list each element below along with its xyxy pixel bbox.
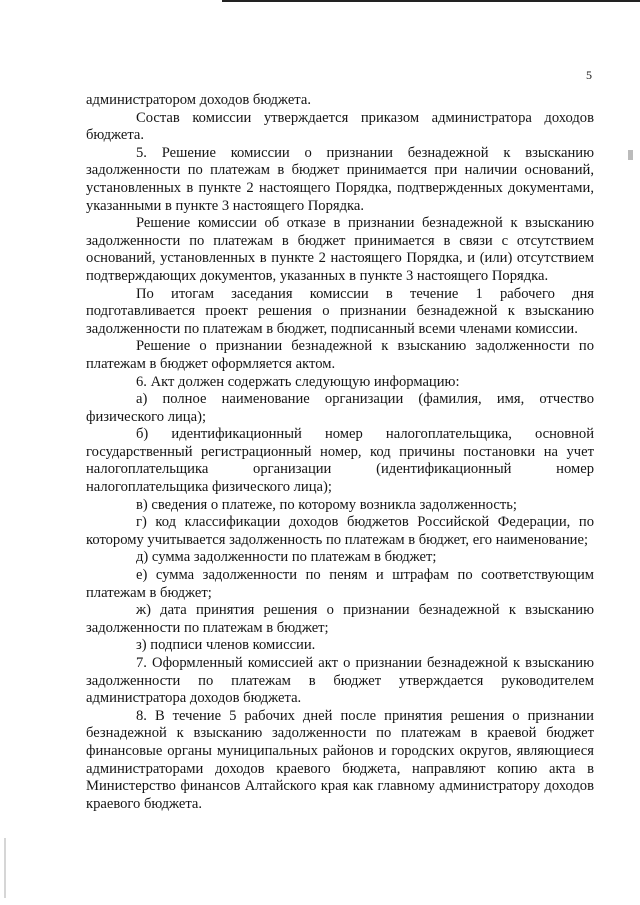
list-item-e: е) сумма задолженности по пеням и штрафам по соответствующим платежам в бюджет; xyxy=(86,567,594,601)
paragraph-item-7: 7. Оформленный комиссией акт о признании безнадежной к взысканию задолженности по платежам в бюджет утверждается руководителем администратора доходов бюджета. xyxy=(86,655,594,707)
list-item-d: д) сумма задолженности по платежам в бюджет; xyxy=(136,549,437,566)
document-body xyxy=(86,92,594,813)
list-item-b: б) идентификационный номер налогоплательщика, основной государственный регистрационный номер, код причины постановки на учет налогоплательщика организации (идентификационный номер налогоплательщика физического лица); xyxy=(86,426,594,496)
paragraph-item-6: 6. Акт должен содержать следующую информацию: xyxy=(136,373,460,390)
list-item-a: а) полное наименование организации (фамилия, имя, отчество физического лица); xyxy=(86,391,594,425)
paragraph-item-5: 5. Решение комиссии о признании безнадежной к взысканию задолженности по платежам в бюджет принимается при наличии оснований, установленных в пункте 2 настоящего Порядка, подтвержденных документами, указанными в пункте 3 настоящего Порядка. xyxy=(86,144,594,214)
scan-speck xyxy=(628,150,633,160)
paragraph-act-formalization: Решение о признании безнадежной к взысканию задолженности по платежам в бюджет оформляется актом. xyxy=(86,338,594,372)
paragraph-commission-composition: Состав комиссии утверждается приказом администратора доходов бюджета. xyxy=(86,109,594,144)
paragraph-refusal-decision: Решение комиссии об отказе в признании безнадежной к взысканию задолженности по платежам в бюджет принимается в связи с отсутствием оснований, установленных в пункте 2 настоящего Порядка, и (или) отсутствием подтверждающих документов, указанных в пункте 3 настоящего Порядка. xyxy=(86,215,594,284)
list-item-g: г) код классификации доходов бюджетов Российской Федерации, по которому учитывается задолженность по платежам в бюджет, его наименование; xyxy=(86,514,594,548)
top-border-line xyxy=(222,0,640,2)
list-item-v: в) сведения о платеже, по которому возникла задолженность; xyxy=(136,496,517,513)
paragraph-meeting-results: По итогам заседания комиссии в течение 1 рабочего дня подготавливается проект решения о признании безнадежной к взысканию задолженности по платежам в бюджет, подписанный всеми членами комиссии. xyxy=(86,285,594,337)
paragraph-continuation: администратором доходов бюджета. xyxy=(86,92,311,108)
paragraph-item-8: 8. В течение 5 рабочих дней после принятия решения о признании безнадежной к взысканию задолженности по платежам в краевой бюджет финансовые органы муниципальных районов и городских округов, являющиеся администраторами доходов краевого бюджета, направляют копию акта в Министерство финансов Алтайского края как главному администратору доходов краевого бюджета. xyxy=(86,707,594,812)
list-item-z: з) подписи членов комиссии. xyxy=(136,637,316,654)
scan-edge-shadow xyxy=(4,838,6,898)
page-number: 5 xyxy=(586,68,592,82)
list-item-zh: ж) дата принятия решения о признании безнадежной к взысканию задолженности по платежам в бюджет; xyxy=(86,602,594,636)
